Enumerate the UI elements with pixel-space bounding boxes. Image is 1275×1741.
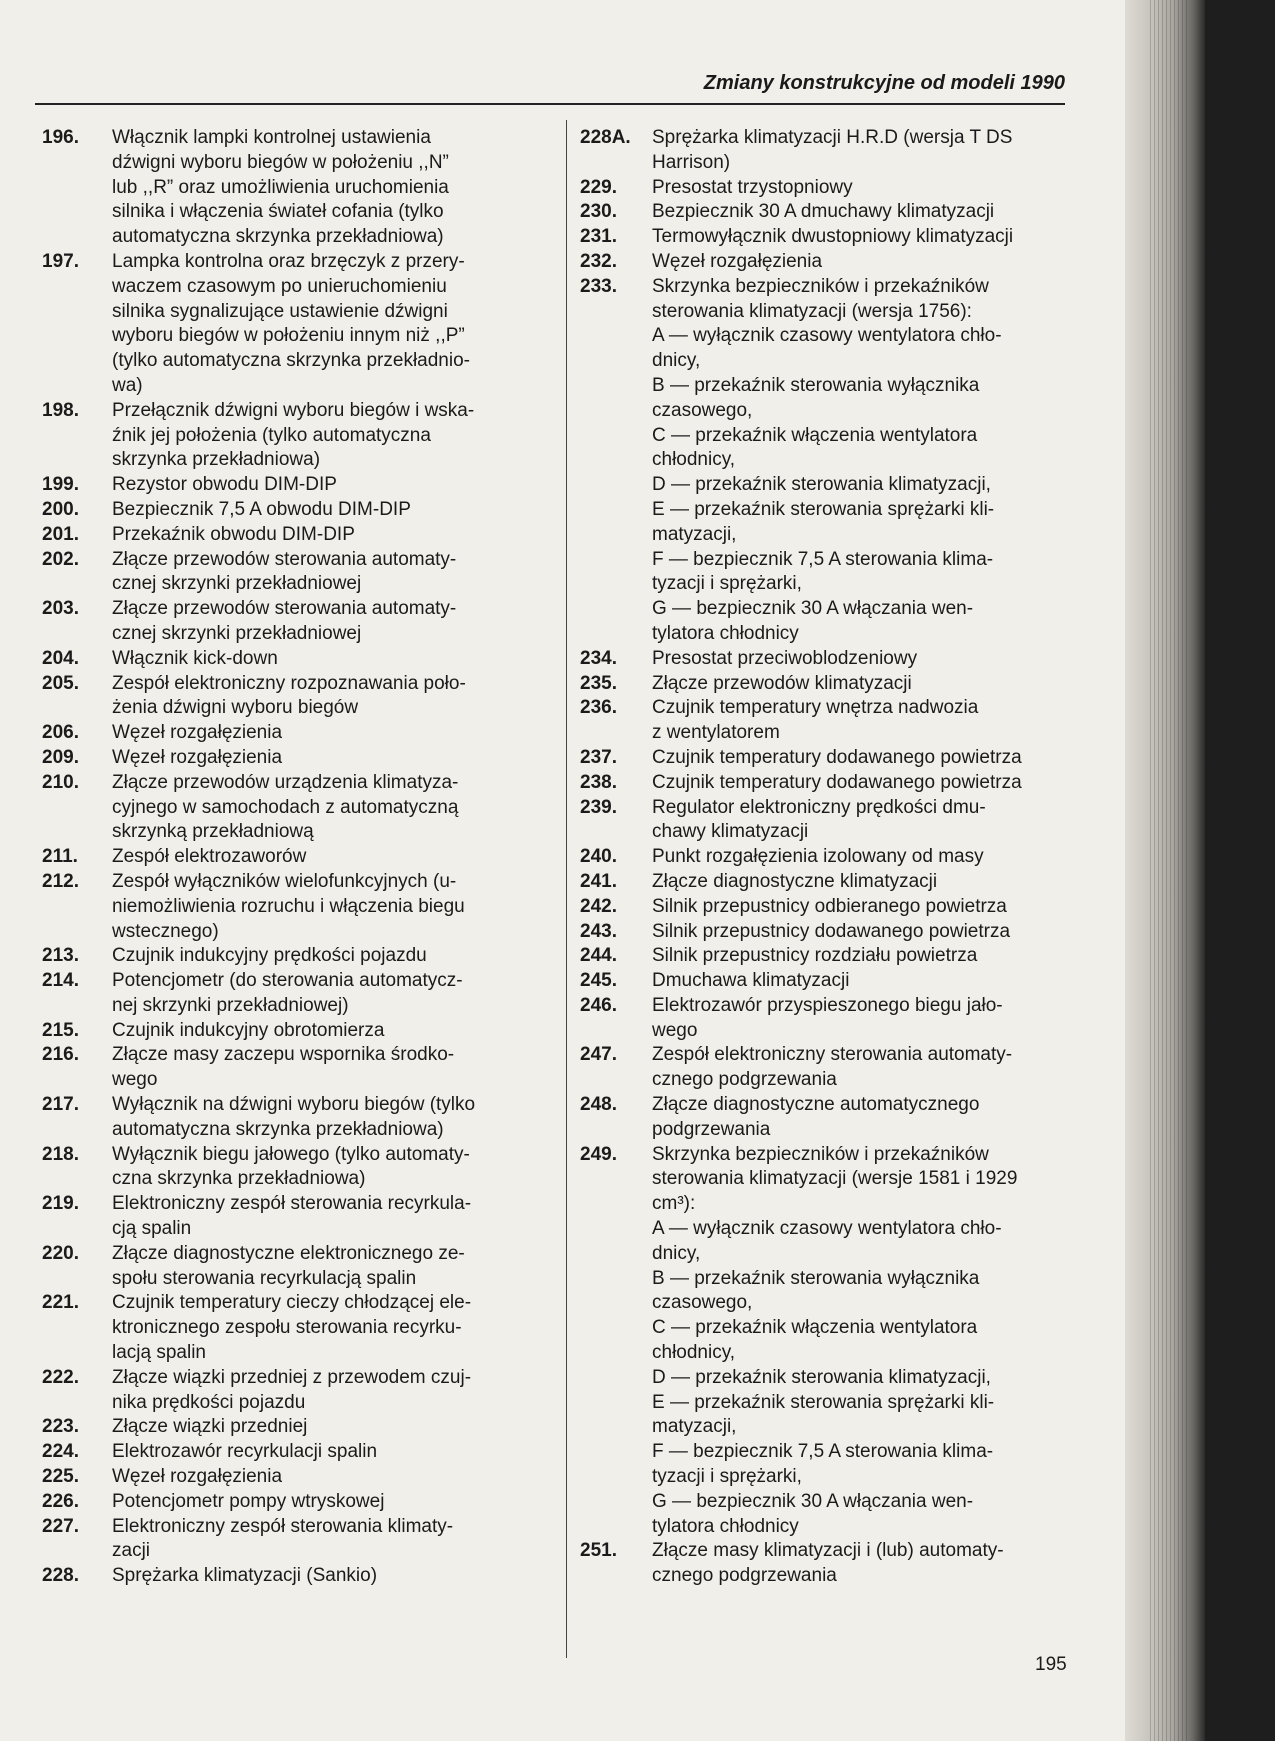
list-item bbox=[42, 870, 542, 944]
right-column bbox=[580, 126, 1075, 1589]
item-text bbox=[112, 1242, 542, 1292]
item-number: 249. bbox=[580, 1143, 617, 1165]
page-number: 195 bbox=[1035, 1654, 1067, 1675]
item-text-line: zacji bbox=[112, 1540, 151, 1562]
list-item bbox=[42, 597, 542, 647]
item-text bbox=[652, 845, 1075, 870]
item-text-line: Silnik przepustnicy rozdziału powietrza bbox=[652, 945, 978, 967]
item-text-line: A — wyłącznik czasowy wentylatora chło- bbox=[652, 325, 1002, 347]
item-text-line: Przełącznik dźwigni wyboru biegów i wska- bbox=[112, 399, 475, 421]
item-text-line: C — przekaźnik włączenia wentylatora bbox=[652, 424, 978, 446]
item-number: 239. bbox=[580, 796, 617, 818]
item-text bbox=[652, 969, 1075, 994]
item-text-line: Czujnik temperatury wnętrza nadwozia bbox=[652, 697, 979, 719]
item-text bbox=[112, 473, 542, 498]
list-item bbox=[580, 696, 1075, 746]
item-text-line: Termowyłącznik dwustopniowy klimatyzacji bbox=[652, 226, 1014, 248]
item-text-line: silnika sygnalizujące ustawienie dźwigni bbox=[112, 300, 448, 322]
item-text bbox=[112, 845, 542, 870]
item-text-line: Rezystor obwodu DIM-DIP bbox=[112, 474, 337, 496]
item-text bbox=[652, 672, 1075, 697]
list-item bbox=[42, 647, 542, 672]
item-text-line: lacją spalin bbox=[112, 1342, 206, 1364]
item-text bbox=[112, 1490, 542, 1515]
item-text-line: F — bezpiecznik 7,5 A sterowania klima- bbox=[652, 1441, 994, 1463]
item-text-line: sterowania klimatyzacji (wersje 1581 i 1929 bbox=[652, 1168, 1018, 1190]
item-text bbox=[112, 1019, 542, 1044]
item-text-line: E — przekaźnik sterowania sprężarki kli- bbox=[652, 1391, 995, 1413]
item-text-line: Złącze diagnostyczne klimatyzacji bbox=[652, 870, 938, 892]
list-item bbox=[580, 771, 1075, 796]
item-number: 243. bbox=[580, 920, 617, 942]
item-text-line: Regulator elektroniczny prędkości dmu- bbox=[652, 796, 986, 818]
list-item bbox=[42, 498, 542, 523]
item-text bbox=[112, 523, 542, 548]
item-number: 221. bbox=[42, 1292, 79, 1314]
item-number: 200. bbox=[42, 498, 79, 520]
item-number: 242. bbox=[580, 895, 617, 917]
item-number: 226. bbox=[42, 1490, 79, 1512]
item-text bbox=[112, 647, 542, 672]
item-number: 227. bbox=[42, 1515, 79, 1537]
item-text-line: skrzynka przekładniowa) bbox=[112, 449, 321, 471]
item-text-line: cznego podgrzewania bbox=[652, 1069, 837, 1091]
item-text-line: Zespół elektrozaworów bbox=[112, 846, 307, 868]
item-text bbox=[112, 498, 542, 523]
item-number: 202. bbox=[42, 548, 79, 570]
item-text-line: cznego podgrzewania bbox=[652, 1565, 837, 1587]
list-item bbox=[42, 944, 542, 969]
item-text-line: Węzeł rozgałęzienia bbox=[112, 746, 283, 768]
list-item bbox=[42, 1143, 542, 1193]
item-text-line: dnicy, bbox=[652, 350, 701, 372]
list-item bbox=[42, 1043, 542, 1093]
item-number: 240. bbox=[580, 846, 617, 868]
item-text-line: Zespół elektroniczny rozpoznawania poło- bbox=[112, 672, 466, 694]
item-text-line: tyzacji i sprężarki, bbox=[652, 1466, 802, 1488]
item-number: 222. bbox=[42, 1366, 79, 1388]
list-item bbox=[42, 399, 542, 473]
list-item bbox=[580, 895, 1075, 920]
item-number: 215. bbox=[42, 1019, 79, 1041]
item-number: 228. bbox=[42, 1565, 79, 1587]
item-text-line: chawy klimatyzacji bbox=[652, 821, 809, 843]
item-text-line: Dmuchawa klimatyzacji bbox=[652, 970, 850, 992]
item-number: 248. bbox=[580, 1094, 617, 1116]
item-number: 199. bbox=[42, 474, 79, 496]
list-item bbox=[580, 994, 1075, 1044]
item-text bbox=[652, 1093, 1075, 1143]
item-text bbox=[112, 1564, 542, 1589]
item-number: 204. bbox=[42, 647, 79, 669]
item-text-line: Złącze wiązki przedniej bbox=[112, 1416, 308, 1438]
item-text bbox=[112, 721, 542, 746]
item-text bbox=[652, 920, 1075, 945]
running-header: Zmiany konstrukcyjne od modeli 1990 bbox=[703, 72, 1065, 94]
item-text bbox=[112, 944, 542, 969]
list-item bbox=[42, 250, 542, 399]
list-item bbox=[580, 647, 1075, 672]
item-text bbox=[652, 994, 1075, 1044]
list-item bbox=[580, 225, 1075, 250]
item-number: 225. bbox=[42, 1466, 79, 1488]
item-text bbox=[112, 870, 542, 944]
item-text-line: cznej skrzynki przekładniowej bbox=[112, 573, 362, 595]
item-number: 211. bbox=[42, 846, 78, 868]
list-item bbox=[580, 969, 1075, 994]
item-text bbox=[112, 1093, 542, 1143]
item-text bbox=[112, 1465, 542, 1490]
item-text bbox=[112, 126, 542, 250]
item-number: 214. bbox=[42, 970, 79, 992]
item-text bbox=[652, 944, 1075, 969]
item-text-line: A — wyłącznik czasowy wentylatora chło- bbox=[652, 1218, 1002, 1240]
item-text-line: cyjnego w samochodach z automatyczną bbox=[112, 796, 459, 818]
item-text bbox=[112, 548, 542, 598]
item-text-line: D — przekaźnik sterowania klimatyzacji, bbox=[652, 474, 991, 496]
left-column bbox=[42, 126, 542, 1589]
item-number: 198. bbox=[42, 399, 79, 421]
list-item bbox=[580, 1539, 1075, 1589]
item-text-line: nej skrzynki przekładniowej) bbox=[112, 994, 349, 1016]
item-text-line: czna skrzynka przekładniowa) bbox=[112, 1168, 366, 1190]
item-text-line: wego bbox=[112, 1069, 158, 1091]
item-text-line: społu sterowania recyrkulacją spalin bbox=[112, 1267, 417, 1289]
item-text-line: C — przekaźnik włączenia wentylatora bbox=[652, 1317, 978, 1339]
item-number: 228A. bbox=[580, 127, 631, 148]
list-item bbox=[42, 969, 542, 1019]
item-number: 220. bbox=[42, 1242, 79, 1264]
item-text bbox=[112, 399, 542, 473]
item-text-line: czasowego, bbox=[652, 1292, 753, 1314]
item-text-line: Węzeł rozgałęzienia bbox=[652, 250, 823, 272]
item-text-line: Węzeł rozgałęzienia bbox=[112, 1466, 283, 1488]
item-text-line: wa) bbox=[112, 374, 143, 396]
item-text-line: Sprężarka klimatyzacji (Sankio) bbox=[112, 1565, 378, 1587]
item-text-line: chłodnicy, bbox=[652, 449, 736, 471]
item-text-line: Włącznik kick-down bbox=[112, 647, 278, 669]
item-text-line: B — przekaźnik sterowania wyłącznika bbox=[652, 374, 980, 396]
item-text-line: matyzacji, bbox=[652, 1416, 737, 1438]
list-item bbox=[42, 1415, 542, 1440]
item-text bbox=[112, 250, 542, 399]
item-text-line: czasowego, bbox=[652, 399, 753, 421]
item-number: 197. bbox=[42, 250, 79, 272]
item-number: 251. bbox=[580, 1540, 617, 1562]
item-text-line: waczem czasowym po unieruchomieniu bbox=[112, 275, 447, 297]
item-text-line: Zespół wyłączników wielofunkcyjnych (u- bbox=[112, 870, 457, 892]
item-text-line: automatyczna skrzynka przekładniowa) bbox=[112, 226, 444, 248]
item-number: 246. bbox=[580, 994, 617, 1016]
list-item bbox=[42, 1564, 542, 1589]
item-number: 238. bbox=[580, 771, 617, 793]
list-item bbox=[580, 1143, 1075, 1540]
item-text bbox=[652, 696, 1075, 746]
list-item bbox=[580, 944, 1075, 969]
item-text-line: Punkt rozgałęzienia izolowany od masy bbox=[652, 846, 984, 868]
item-text-line: nika prędkości pojazdu bbox=[112, 1391, 306, 1413]
item-text bbox=[652, 647, 1075, 672]
item-text-line: wyboru biegów w położeniu innym niż ,,P” bbox=[112, 325, 465, 347]
item-text bbox=[112, 597, 542, 647]
item-number: 233. bbox=[580, 275, 617, 297]
item-text-line: chłodnicy, bbox=[652, 1342, 736, 1364]
list-item bbox=[42, 1440, 542, 1465]
item-number: 213. bbox=[42, 945, 79, 967]
item-text bbox=[652, 796, 1075, 846]
list-item bbox=[580, 870, 1075, 895]
item-text bbox=[652, 870, 1075, 895]
item-text bbox=[652, 895, 1075, 920]
item-number: 196. bbox=[42, 127, 79, 148]
item-text-line: Włącznik lampki kontrolnej ustawienia bbox=[112, 127, 431, 148]
item-text-line: Złącze wiązki przedniej z przewodem czuj- bbox=[112, 1366, 472, 1388]
item-text bbox=[112, 1291, 542, 1365]
item-text-line: Presostat trzystopniowy bbox=[652, 176, 853, 198]
item-text-line: Złącze masy klimatyzacji i (lub) automaty- bbox=[652, 1540, 1004, 1562]
item-text-line: sterowania klimatyzacji (wersja 1756): bbox=[652, 300, 972, 322]
item-number: 235. bbox=[580, 672, 617, 694]
item-text-line: cm³): bbox=[652, 1193, 696, 1215]
item-number: 203. bbox=[42, 598, 79, 620]
item-number: 223. bbox=[42, 1416, 79, 1438]
item-number: 218. bbox=[42, 1143, 79, 1165]
list-item bbox=[42, 721, 542, 746]
list-item bbox=[42, 1093, 542, 1143]
item-text-line: Czujnik temperatury dodawanego powietrza bbox=[652, 771, 1022, 793]
list-item bbox=[580, 275, 1075, 647]
item-text bbox=[112, 1415, 542, 1440]
item-text-line: żenia dźwigni wyboru biegów bbox=[112, 697, 359, 719]
list-item bbox=[42, 548, 542, 598]
item-text-line: Lampka kontrolna oraz brzęczyk z przery- bbox=[112, 250, 465, 272]
item-number: 231. bbox=[580, 226, 617, 248]
item-number: 209. bbox=[42, 746, 79, 768]
item-text-line: F — bezpiecznik 7,5 A sterowania klima- bbox=[652, 548, 994, 570]
item-number: 229. bbox=[580, 176, 617, 198]
item-text-line: tyzacji i sprężarki, bbox=[652, 573, 802, 595]
item-number: 247. bbox=[580, 1044, 617, 1066]
item-text bbox=[112, 672, 542, 722]
item-text-line: Potencjometr (do sterowania automatycz- bbox=[112, 970, 463, 992]
item-text bbox=[112, 771, 542, 845]
item-text bbox=[652, 200, 1075, 225]
item-text-line: Sprężarka klimatyzacji H.R.D (wersja T DS bbox=[652, 127, 1013, 148]
list-item bbox=[580, 796, 1075, 846]
item-text-line: Harrison) bbox=[652, 151, 731, 173]
list-item bbox=[580, 746, 1075, 771]
item-text-line: Elektroniczny zespół sterowania recyrkula- bbox=[112, 1193, 472, 1215]
list-item bbox=[580, 126, 1075, 176]
item-text-line: D — przekaźnik sterowania klimatyzacji, bbox=[652, 1366, 991, 1388]
item-text-line: wego bbox=[652, 1019, 698, 1041]
item-text-line: tylatora chłodnicy bbox=[652, 1515, 799, 1537]
item-text-line: Elektroniczny zespół sterowania klimaty- bbox=[112, 1515, 454, 1537]
header-rule bbox=[35, 103, 1065, 105]
item-text bbox=[652, 771, 1075, 796]
item-text-line: dźwigni wyboru biegów w położeniu ,,N” bbox=[112, 151, 449, 173]
item-text-line: lub ,,R” oraz umożliwienia uruchomienia bbox=[112, 176, 449, 198]
item-text-line: E — przekaźnik sterowania sprężarki kli- bbox=[652, 498, 995, 520]
item-number: 236. bbox=[580, 697, 617, 719]
item-number: 206. bbox=[42, 722, 79, 744]
item-text-line: Skrzynka bezpieczników i przekaźników bbox=[652, 1143, 989, 1165]
item-text bbox=[652, 1143, 1075, 1540]
list-item bbox=[580, 672, 1075, 697]
item-text-line: Złącze przewodów klimatyzacji bbox=[652, 672, 912, 694]
item-text-line: ktronicznego zespołu sterowania recyrku- bbox=[112, 1317, 462, 1339]
item-text-line: silnika i włączenia świateł cofania (tylko bbox=[112, 201, 444, 223]
item-text-line: Presostat przeciwoblodzeniowy bbox=[652, 647, 918, 669]
item-text-line: dnicy, bbox=[652, 1242, 701, 1264]
item-text-line: Czujnik indukcyjny prędkości pojazdu bbox=[112, 945, 427, 967]
item-number: 212. bbox=[42, 870, 79, 892]
item-text-line: Wyłącznik biegu jałowego (tylko automaty- bbox=[112, 1143, 470, 1165]
item-text bbox=[112, 746, 542, 771]
item-text-line: Zespół elektroniczny sterowania automaty- bbox=[652, 1044, 1013, 1066]
item-text-line: Czujnik temperatury cieczy chłodzącej ele- bbox=[112, 1292, 472, 1314]
list-item bbox=[580, 1043, 1075, 1093]
item-text bbox=[112, 1192, 542, 1242]
item-text-line: Czujnik temperatury dodawanego powietrza bbox=[652, 746, 1022, 768]
item-text bbox=[652, 225, 1075, 250]
column-divider bbox=[566, 120, 567, 1658]
list-item bbox=[42, 1515, 542, 1565]
item-text-line: niemożliwienia rozruchu i włączenia biegu bbox=[112, 895, 465, 917]
item-text-line: Złącze przewodów sterowania automaty- bbox=[112, 598, 457, 620]
item-text-line: skrzynką przekładniową bbox=[112, 821, 314, 843]
item-number: 216. bbox=[42, 1044, 79, 1066]
list-item bbox=[42, 473, 542, 498]
list-item bbox=[42, 672, 542, 722]
item-number: 210. bbox=[42, 771, 79, 793]
list-item bbox=[580, 176, 1075, 201]
item-text-line: Węzeł rozgałęzienia bbox=[112, 722, 283, 744]
item-text bbox=[112, 1143, 542, 1193]
list-item bbox=[580, 250, 1075, 275]
page-stack-lines bbox=[1150, 0, 1190, 1741]
list-item bbox=[42, 1019, 542, 1044]
item-text-line: Elektrozawór przyspieszonego biegu jało- bbox=[652, 994, 1003, 1016]
item-number: 217. bbox=[42, 1094, 79, 1116]
list-item bbox=[580, 920, 1075, 945]
list-item bbox=[42, 746, 542, 771]
item-number: 219. bbox=[42, 1193, 79, 1215]
item-text bbox=[652, 275, 1075, 647]
item-text bbox=[112, 969, 542, 1019]
item-text-line: G — bezpiecznik 30 A włączania wen- bbox=[652, 598, 974, 620]
item-text-line: Silnik przepustnicy odbieranego powietrza bbox=[652, 895, 1007, 917]
item-text-line: Elektrozawór recyrkulacji spalin bbox=[112, 1441, 378, 1463]
item-text-line: Wyłącznik na dźwigni wyboru biegów (tylko bbox=[112, 1094, 476, 1116]
item-text bbox=[112, 1515, 542, 1565]
item-number: 232. bbox=[580, 250, 617, 272]
item-text-line: cją spalin bbox=[112, 1218, 192, 1240]
list-item bbox=[42, 1490, 542, 1515]
item-number: 245. bbox=[580, 970, 617, 992]
item-text-line: Złącze przewodów urządzenia klimatyza- bbox=[112, 771, 459, 793]
list-item bbox=[580, 845, 1075, 870]
item-text-line: Złącze diagnostyczne elektronicznego ze- bbox=[112, 1242, 465, 1264]
item-number: 234. bbox=[580, 647, 617, 669]
item-text-line: automatyczna skrzynka przekładniowa) bbox=[112, 1118, 444, 1140]
item-text-line: Skrzynka bezpieczników i przekaźników bbox=[652, 275, 989, 297]
item-text-line: Silnik przepustnicy dodawanego powietrza bbox=[652, 920, 1011, 942]
item-text-line: Złącze masy zaczepu wspornika środko- bbox=[112, 1044, 455, 1066]
item-text-line: Przekaźnik obwodu DIM-DIP bbox=[112, 523, 355, 545]
item-text-line: cznej skrzynki przekładniowej bbox=[112, 622, 362, 644]
item-text-line: Czujnik indukcyjny obrotomierza bbox=[112, 1019, 385, 1041]
list-item bbox=[42, 1465, 542, 1490]
item-text bbox=[652, 1539, 1075, 1589]
list-item bbox=[42, 1291, 542, 1365]
item-text bbox=[652, 176, 1075, 201]
item-number: 224. bbox=[42, 1441, 79, 1463]
item-text-line: Złącze diagnostyczne automatycznego bbox=[652, 1094, 980, 1116]
item-text-line: wstecznego) bbox=[112, 920, 219, 942]
item-number: 244. bbox=[580, 945, 617, 967]
item-text bbox=[112, 1366, 542, 1416]
item-text-line: B — przekaźnik sterowania wyłącznika bbox=[652, 1267, 980, 1289]
item-text bbox=[652, 1043, 1075, 1093]
list-item bbox=[42, 1242, 542, 1292]
item-text-line: źnik jej położenia (tylko automatyczna bbox=[112, 424, 431, 446]
item-text-line: podgrzewania bbox=[652, 1118, 771, 1140]
list-item bbox=[42, 845, 542, 870]
item-number: 230. bbox=[580, 201, 617, 223]
item-text bbox=[652, 746, 1075, 771]
item-number: 241. bbox=[580, 870, 617, 892]
item-text-line: Potencjometr pompy wtryskowej bbox=[112, 1490, 385, 1512]
list-item bbox=[42, 1366, 542, 1416]
item-text-line: (tylko automatyczna skrzynka przekładnio- bbox=[112, 350, 470, 372]
item-text-line: Bezpiecznik 7,5 A obwodu DIM-DIP bbox=[112, 498, 411, 520]
list-item bbox=[42, 1192, 542, 1242]
item-number: 237. bbox=[580, 746, 617, 768]
item-text bbox=[112, 1043, 542, 1093]
item-text-line: tylatora chłodnicy bbox=[652, 622, 799, 644]
list-item bbox=[42, 523, 542, 548]
item-text-line: Złącze przewodów sterowania automaty- bbox=[112, 548, 457, 570]
item-text-line: z wentylatorem bbox=[652, 722, 780, 744]
item-text-line: G — bezpiecznik 30 A włączania wen- bbox=[652, 1490, 974, 1512]
item-text-line: Bezpiecznik 30 A dmuchawy klimatyzacji bbox=[652, 201, 995, 223]
list-item bbox=[580, 200, 1075, 225]
item-text bbox=[652, 126, 1075, 176]
item-number: 205. bbox=[42, 672, 79, 694]
list-item bbox=[42, 771, 542, 845]
item-text-line: matyzacji, bbox=[652, 523, 737, 545]
item-text bbox=[652, 250, 1075, 275]
item-number: 201. bbox=[42, 523, 79, 545]
list-item bbox=[42, 126, 542, 250]
item-text bbox=[112, 1440, 542, 1465]
list-item bbox=[580, 1093, 1075, 1143]
